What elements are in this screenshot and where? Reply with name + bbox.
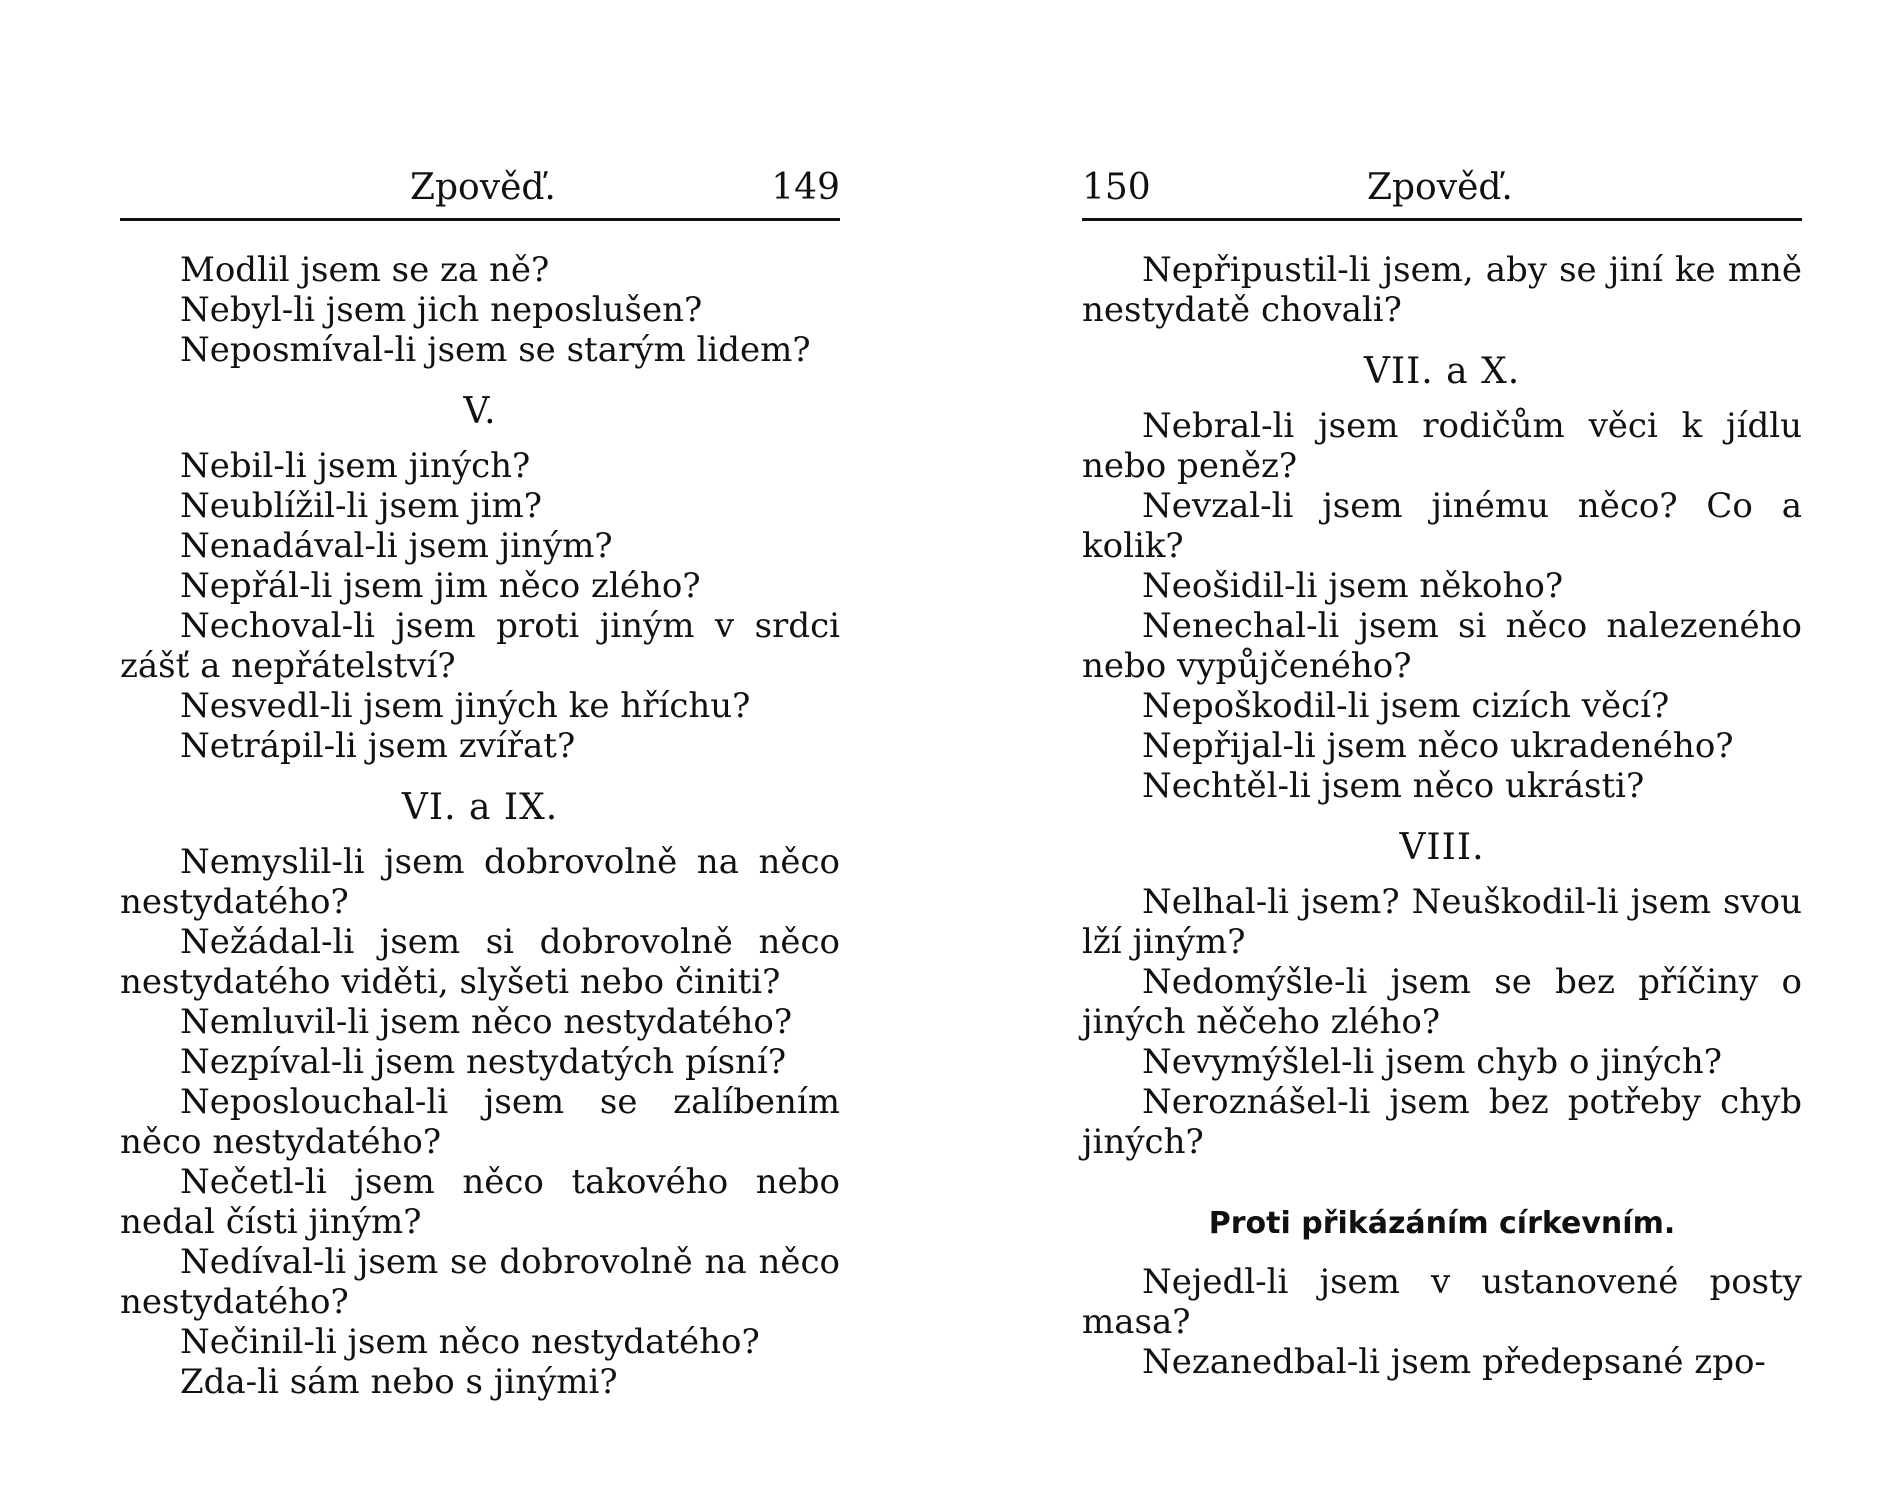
section-heading-church-commandments: Proti přikázáním církevním. [1208,1206,1676,1241]
text-line: Neposlouchal-li jsem se zalíbením něco nestydatého? [120,1082,840,1162]
text-line: Nejedl-li jsem v ustanovené posty masa? [1082,1262,1802,1342]
text-line: Nevzal-li jsem jinému něco? Co a kolik? [1082,486,1802,566]
text-line: Neublížil-li jsem jim? [180,486,543,526]
text-line: Nezpíval-li jsem nestydatých písní? [180,1042,787,1082]
left-running-title: Zpověď. [410,167,556,208]
left-page-body [120,250,840,1402]
section-heading-vi-ix: VI. a IX. [401,787,559,828]
text-line: Nečinil-li jsem něco nestydatého? [180,1322,760,1362]
text-line: Neposmíval-li jsem se starým lidem? [180,330,811,370]
left-page-number: 149 [771,167,840,208]
text-line: Netrápil-li jsem zvířat? [180,726,576,766]
text-line: Nebil-li jsem jiných? [180,446,531,486]
text-line: Zda-li sám nebo s jinými? [180,1362,618,1402]
section-heading-vii-x: VII. a X. [1363,351,1521,392]
text-line: Nemluvil-li jsem něco nestydatého? [180,1002,793,1042]
text-line: Nechoval-li jsem proti jiným v srdci zášť a nepřátelství? [120,606,840,686]
left-page [120,0,840,1500]
section-heading-v: V. [463,391,497,432]
right-page-number: 150 [1082,167,1151,208]
text-line: Nedíval-li jsem se dobrovolně na něco nestydatého? [120,1242,840,1322]
right-running-head [1082,158,1802,221]
text-line: Nečetl-li jsem něco takového nebo nedal čísti jiným? [120,1162,840,1242]
section-heading-viii: VIII. [1399,827,1485,868]
text-line: Nepřipustil-li jsem, aby se jiní ke mně nestydatě chovali? [1082,250,1802,330]
text-line: Nechtěl-li jsem něco ukrásti? [1142,766,1645,806]
text-line: Nesvedl-li jsem jiných ke hříchu? [180,686,751,726]
right-page-body [1082,250,1802,1382]
text-line: Nepřál-li jsem jim něco zlého? [180,566,701,606]
text-line: Modlil jsem se za ně? [180,250,550,290]
text-line: Nežádal-li jsem si dobrovolně něco nestydatého viděti, slyšeti nebo činiti? [120,922,840,1002]
text-line: Neroznášel-li jsem bez potřeby chyb jiných? [1082,1082,1802,1162]
text-line: Nezanedbal-li jsem předepsané zpo- [1142,1342,1766,1382]
text-line: Nebral-li jsem rodičům věci k jídlu nebo peněz? [1082,406,1802,486]
text-line: Nedomýšle-li jsem se bez příčiny o jiných něčeho zlého? [1082,962,1802,1042]
text-line: Nenechal-li jsem si něco nalezeného nebo vypůjčeného? [1082,606,1802,686]
text-line: Nemyslil-li jsem dobrovolně na něco nestydatého? [120,842,840,922]
text-line: Nepřijal-li jsem něco ukradeného? [1142,726,1734,766]
right-running-title: Zpověď. [1367,167,1513,208]
text-line: Nevymýšlel-li jsem chyb o jiných? [1142,1042,1722,1082]
text-line: Nelhal-li jsem? Neuškodil-li jsem svou lží jiným? [1082,882,1802,962]
text-line: Nebyl-li jsem jich neposlušen? [180,290,703,330]
left-running-head [120,158,840,221]
text-line: Nepoškodil-li jsem cizích věcí? [1142,686,1670,726]
text-line: Nenadával-li jsem jiným? [180,526,613,566]
right-page [1082,0,1802,1500]
text-line: Neošidil-li jsem někoho? [1142,566,1564,606]
